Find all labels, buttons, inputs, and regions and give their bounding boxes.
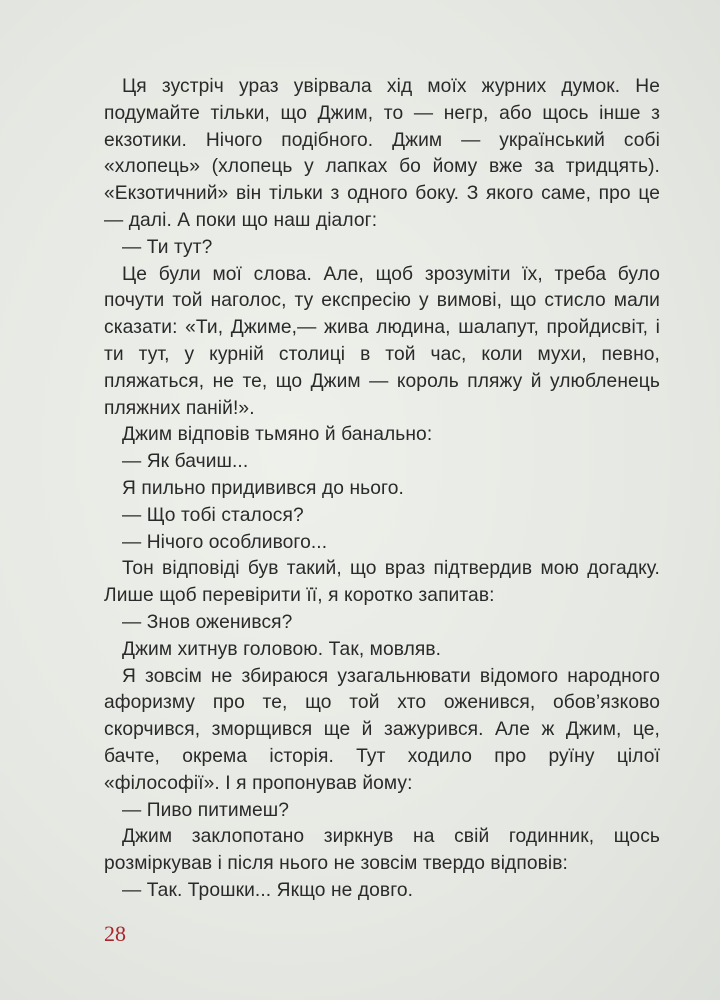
paragraph: Я пильно придивився до нього. — [122, 477, 404, 499]
dialogue-line: — Пиво питимеш? — [122, 799, 290, 821]
paragraph: Ця зустріч ураз увірвала хід моїх журних думок. Не подумайте тільки, що Джим, то — негр, або щось інше з екзотики. Нічого подібного. Джим — український собі «хлопець» (хлопець у лапках бо йому вже за тридцять). «Екзотичний» він тільки з одного боку. З якого саме, про це — далі. А поки що наш діалог: — [104, 76, 660, 231]
paragraph: Я зовсім не збираюся узагальнювати відомого народного афоризму про те, що той хто оженився, обов’язково скорчився, зморщився ще й зажурився. Але ж Джим, це, бачте, окрема історія. Тут ходило про руїну цілої «філософії». І я пропонував йому: — [104, 665, 660, 794]
dialogue-line: — Що тобі сталося? — [122, 504, 304, 526]
dialogue-line: — Знов оженився? — [122, 611, 293, 633]
body-text — [104, 74, 660, 905]
paragraph: Тон відповіді був такий, що враз підтвердив мою догадку. Лише щоб перевірити її, я коротко запитав: — [104, 558, 660, 607]
paragraph: Джим заклопотано зиркнув на свій годинник, щось розміркував і після нього не зовсім твердо відповів: — [104, 826, 660, 875]
paragraph: Джим відповів тьмяно й банально: — [122, 424, 433, 446]
paragraph: Це були мої слова. Але, щоб зрозуміти їх, треба було почути той наголос, ту експресію у вимові, що стисло мали сказати: «Ти, Джиме,— жива людина, шалапут, пройдисвіт, і ти тут, у курній столиці в той час, коли мухи, певно, пляжаться, не те, що Джим — король пляжу й улюбленець пляжних паній!». — [104, 263, 660, 419]
page-number: 28 — [104, 921, 126, 946]
dialogue-line: — Ти тут? — [122, 236, 213, 258]
dialogue-line: — Як бачиш... — [122, 451, 249, 473]
dialogue-line: — Нічого особливого... — [122, 531, 328, 553]
dialogue-line: — Так. Трошки... Якщо не довго. — [122, 879, 414, 901]
paragraph: Джим хитнув головою. Так, мовляв. — [122, 638, 442, 660]
